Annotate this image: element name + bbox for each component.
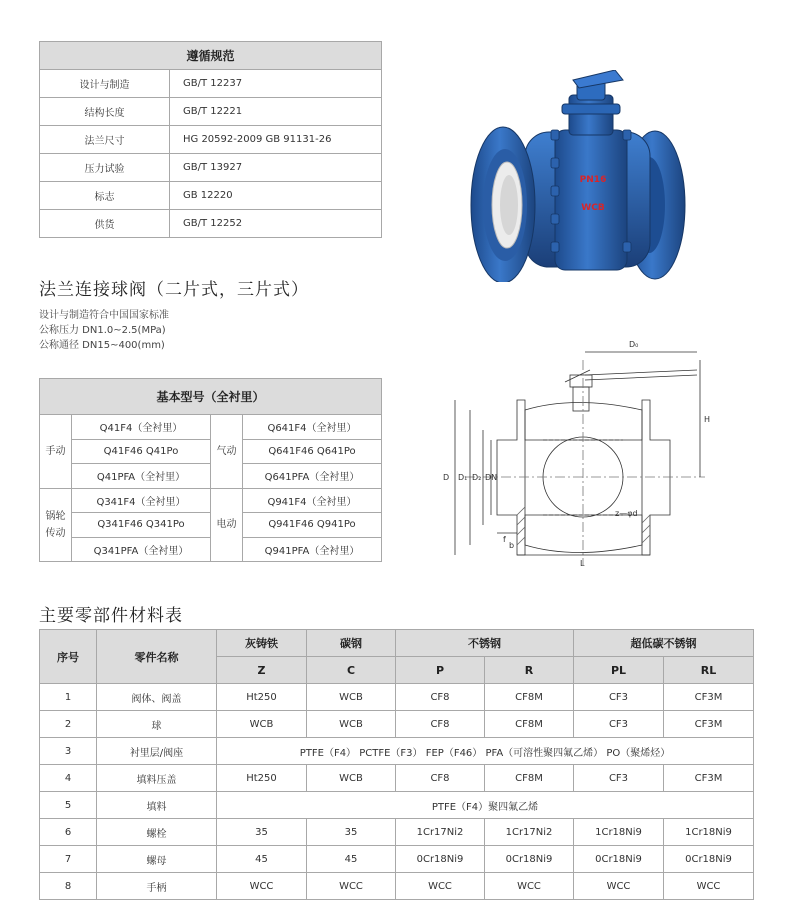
material-cell: 45	[307, 846, 396, 873]
row-number: 5	[40, 792, 97, 819]
standard-label: 供货	[40, 210, 170, 238]
table-row	[40, 126, 382, 154]
col-header-low-carbon-stainless: 超低碳不锈钢	[574, 630, 754, 657]
standard-label: 压力试验	[40, 154, 170, 182]
valve-section-drawing	[425, 330, 725, 570]
col-header-carbon-steel: 碳钢	[307, 630, 396, 657]
col-code: C	[307, 657, 396, 684]
standards-title: 遵循规范	[40, 42, 382, 70]
col-header-stainless: 不锈钢	[396, 630, 574, 657]
model-cell: Q641PFA（全衬里）	[243, 464, 382, 489]
part-name: 填料压盖	[97, 765, 217, 792]
dim-bolts: z—φd	[615, 509, 638, 518]
materials-title: 主要零部件材料表	[39, 606, 183, 626]
row-number: 7	[40, 846, 97, 873]
material-cell: WCB	[307, 684, 396, 711]
material-merged-cell: PTFE（F4）聚四氟乙烯	[217, 792, 754, 819]
col-header-part: 零件名称	[97, 630, 217, 684]
dim-D2: D₂	[472, 473, 482, 482]
table-row	[40, 98, 382, 126]
model-cell: Q941F46 Q941Po	[243, 513, 382, 538]
row-number: 3	[40, 738, 97, 765]
part-name: 球	[97, 711, 217, 738]
part-name: 填料	[97, 792, 217, 819]
part-name: 螺母	[97, 846, 217, 873]
standard-value: GB/T 12221	[170, 98, 382, 126]
drive-type-manual: 手动	[40, 415, 72, 489]
part-name: 手柄	[97, 873, 217, 900]
standard-value: HG 20592-2009 GB 91131-26	[170, 126, 382, 154]
table-row	[40, 70, 382, 98]
material-cell: 1Cr17Ni2	[485, 819, 574, 846]
standard-value: GB/T 13927	[170, 154, 382, 182]
material-cell: CF3	[574, 765, 664, 792]
model-cell: Q341F46 Q341Po	[72, 513, 211, 538]
col-code: PL	[574, 657, 664, 684]
standard-value: GB 12220	[170, 182, 382, 210]
standard-value: GB/T 12237	[170, 70, 382, 98]
material-cell: CF3M	[664, 684, 754, 711]
material-cell: 1Cr17Ni2	[396, 819, 485, 846]
material-cell: Ht250	[217, 765, 307, 792]
part-name: 阀体、阀盖	[97, 684, 217, 711]
material-cell: WCC	[664, 873, 754, 900]
row-number: 8	[40, 873, 97, 900]
drive-type-worm-gear: 锅轮 传动	[40, 488, 72, 562]
materials-table	[39, 629, 754, 900]
material-cell: 0Cr18Ni9	[574, 846, 664, 873]
table-row	[40, 182, 382, 210]
model-cell: Q941PFA（全衬里）	[243, 537, 382, 562]
table-row	[40, 488, 382, 513]
materials-body	[40, 684, 754, 900]
col-code: P	[396, 657, 485, 684]
table-row	[40, 819, 754, 846]
table-row	[40, 846, 754, 873]
svg-text:PN16: PN16	[579, 175, 607, 185]
models-title: 基本型号（全衬里）	[40, 379, 382, 415]
material-cell: CF3M	[664, 765, 754, 792]
table-row	[40, 765, 754, 792]
material-cell: CF3M	[664, 711, 754, 738]
model-cell: Q641F4（全衬里）	[243, 415, 382, 440]
row-number: 6	[40, 819, 97, 846]
spec-diameter: 公称通径 DN15~400(mm)	[39, 340, 165, 351]
material-cell: WCB	[307, 765, 396, 792]
material-cell: WCC	[307, 873, 396, 900]
material-cell: WCB	[217, 711, 307, 738]
material-merged-cell: PTFE（F4） PCTFE（F3） FEP（F46） PFA（可溶性聚四氟乙烯） PO（聚烯烃）	[217, 738, 754, 765]
material-cell: CF8	[396, 711, 485, 738]
table-row	[40, 415, 382, 440]
material-cell: CF8	[396, 765, 485, 792]
material-cell: CF8	[396, 684, 485, 711]
standards-table	[39, 41, 382, 238]
model-cell: Q341F4（全衬里）	[72, 488, 211, 513]
col-code: RL	[664, 657, 754, 684]
standard-label: 结构长度	[40, 98, 170, 126]
drive-type-pneumatic: 气动	[211, 415, 243, 489]
table-row	[40, 711, 754, 738]
material-cell: 1Cr18Ni9	[574, 819, 664, 846]
dim-H: H	[704, 415, 711, 424]
material-cell: WCC	[485, 873, 574, 900]
material-cell: 0Cr18Ni9	[664, 846, 754, 873]
material-cell: WCC	[217, 873, 307, 900]
part-name: 衬里层/阀座	[97, 738, 217, 765]
material-cell: 35	[307, 819, 396, 846]
dim-DN: DN	[485, 473, 498, 482]
material-cell: WCB	[307, 711, 396, 738]
svg-text:WCB: WCB	[581, 203, 605, 213]
model-cell: Q41F4（全衬里）	[72, 415, 211, 440]
col-header-cast-iron: 灰铸铁	[217, 630, 307, 657]
col-header-no: 序号	[40, 630, 97, 684]
material-cell: CF3	[574, 711, 664, 738]
col-code: R	[485, 657, 574, 684]
material-cell: Ht250	[217, 684, 307, 711]
part-name: 螺栓	[97, 819, 217, 846]
model-cell: Q941F4（全衬里）	[243, 488, 382, 513]
models-table	[39, 378, 382, 562]
table-row	[40, 154, 382, 182]
table-row	[40, 738, 754, 765]
table-header-row	[40, 630, 754, 657]
row-number: 1	[40, 684, 97, 711]
drive-type-electric: 电动	[211, 488, 243, 562]
material-cell: 0Cr18Ni9	[396, 846, 485, 873]
dim-D0: D₀	[629, 340, 639, 349]
material-cell: WCC	[396, 873, 485, 900]
table-row	[40, 210, 382, 238]
material-cell: 35	[217, 819, 307, 846]
dim-L: L	[580, 559, 585, 568]
material-cell: CF8M	[485, 765, 574, 792]
row-number: 4	[40, 765, 97, 792]
table-row	[40, 873, 754, 900]
standard-value: GB/T 12252	[170, 210, 382, 238]
dim-D: D	[443, 473, 450, 482]
material-cell: WCC	[574, 873, 664, 900]
dim-b: b	[509, 541, 515, 550]
table-row	[40, 684, 754, 711]
dim-D1: D₁	[458, 473, 468, 482]
standard-label: 设计与制造	[40, 70, 170, 98]
material-cell: CF3	[574, 684, 664, 711]
model-cell: Q41F46 Q41Po	[72, 439, 211, 464]
material-cell: 1Cr18Ni9	[664, 819, 754, 846]
model-cell: Q341PFA（全衬里）	[72, 537, 211, 562]
model-cell: Q41PFA（全衬里）	[72, 464, 211, 489]
model-cell: Q641F46 Q641Po	[243, 439, 382, 464]
material-cell: 0Cr18Ni9	[485, 846, 574, 873]
ball-valve-photo	[465, 70, 690, 282]
material-cell: CF8M	[485, 711, 574, 738]
material-cell: 45	[217, 846, 307, 873]
col-code: Z	[217, 657, 307, 684]
table-row	[40, 792, 754, 819]
standard-label: 标志	[40, 182, 170, 210]
dim-f: f	[503, 535, 506, 544]
material-cell: CF8M	[485, 684, 574, 711]
standard-label: 法兰尺寸	[40, 126, 170, 154]
row-number: 2	[40, 711, 97, 738]
spec-pressure: 公称压力 DN1.0~2.5(MPa)	[39, 325, 166, 336]
spec-standard: 设计与制造符合中国国家标准	[39, 310, 169, 321]
product-title: 法兰连接球阀（二片式，三片式）	[39, 280, 309, 300]
